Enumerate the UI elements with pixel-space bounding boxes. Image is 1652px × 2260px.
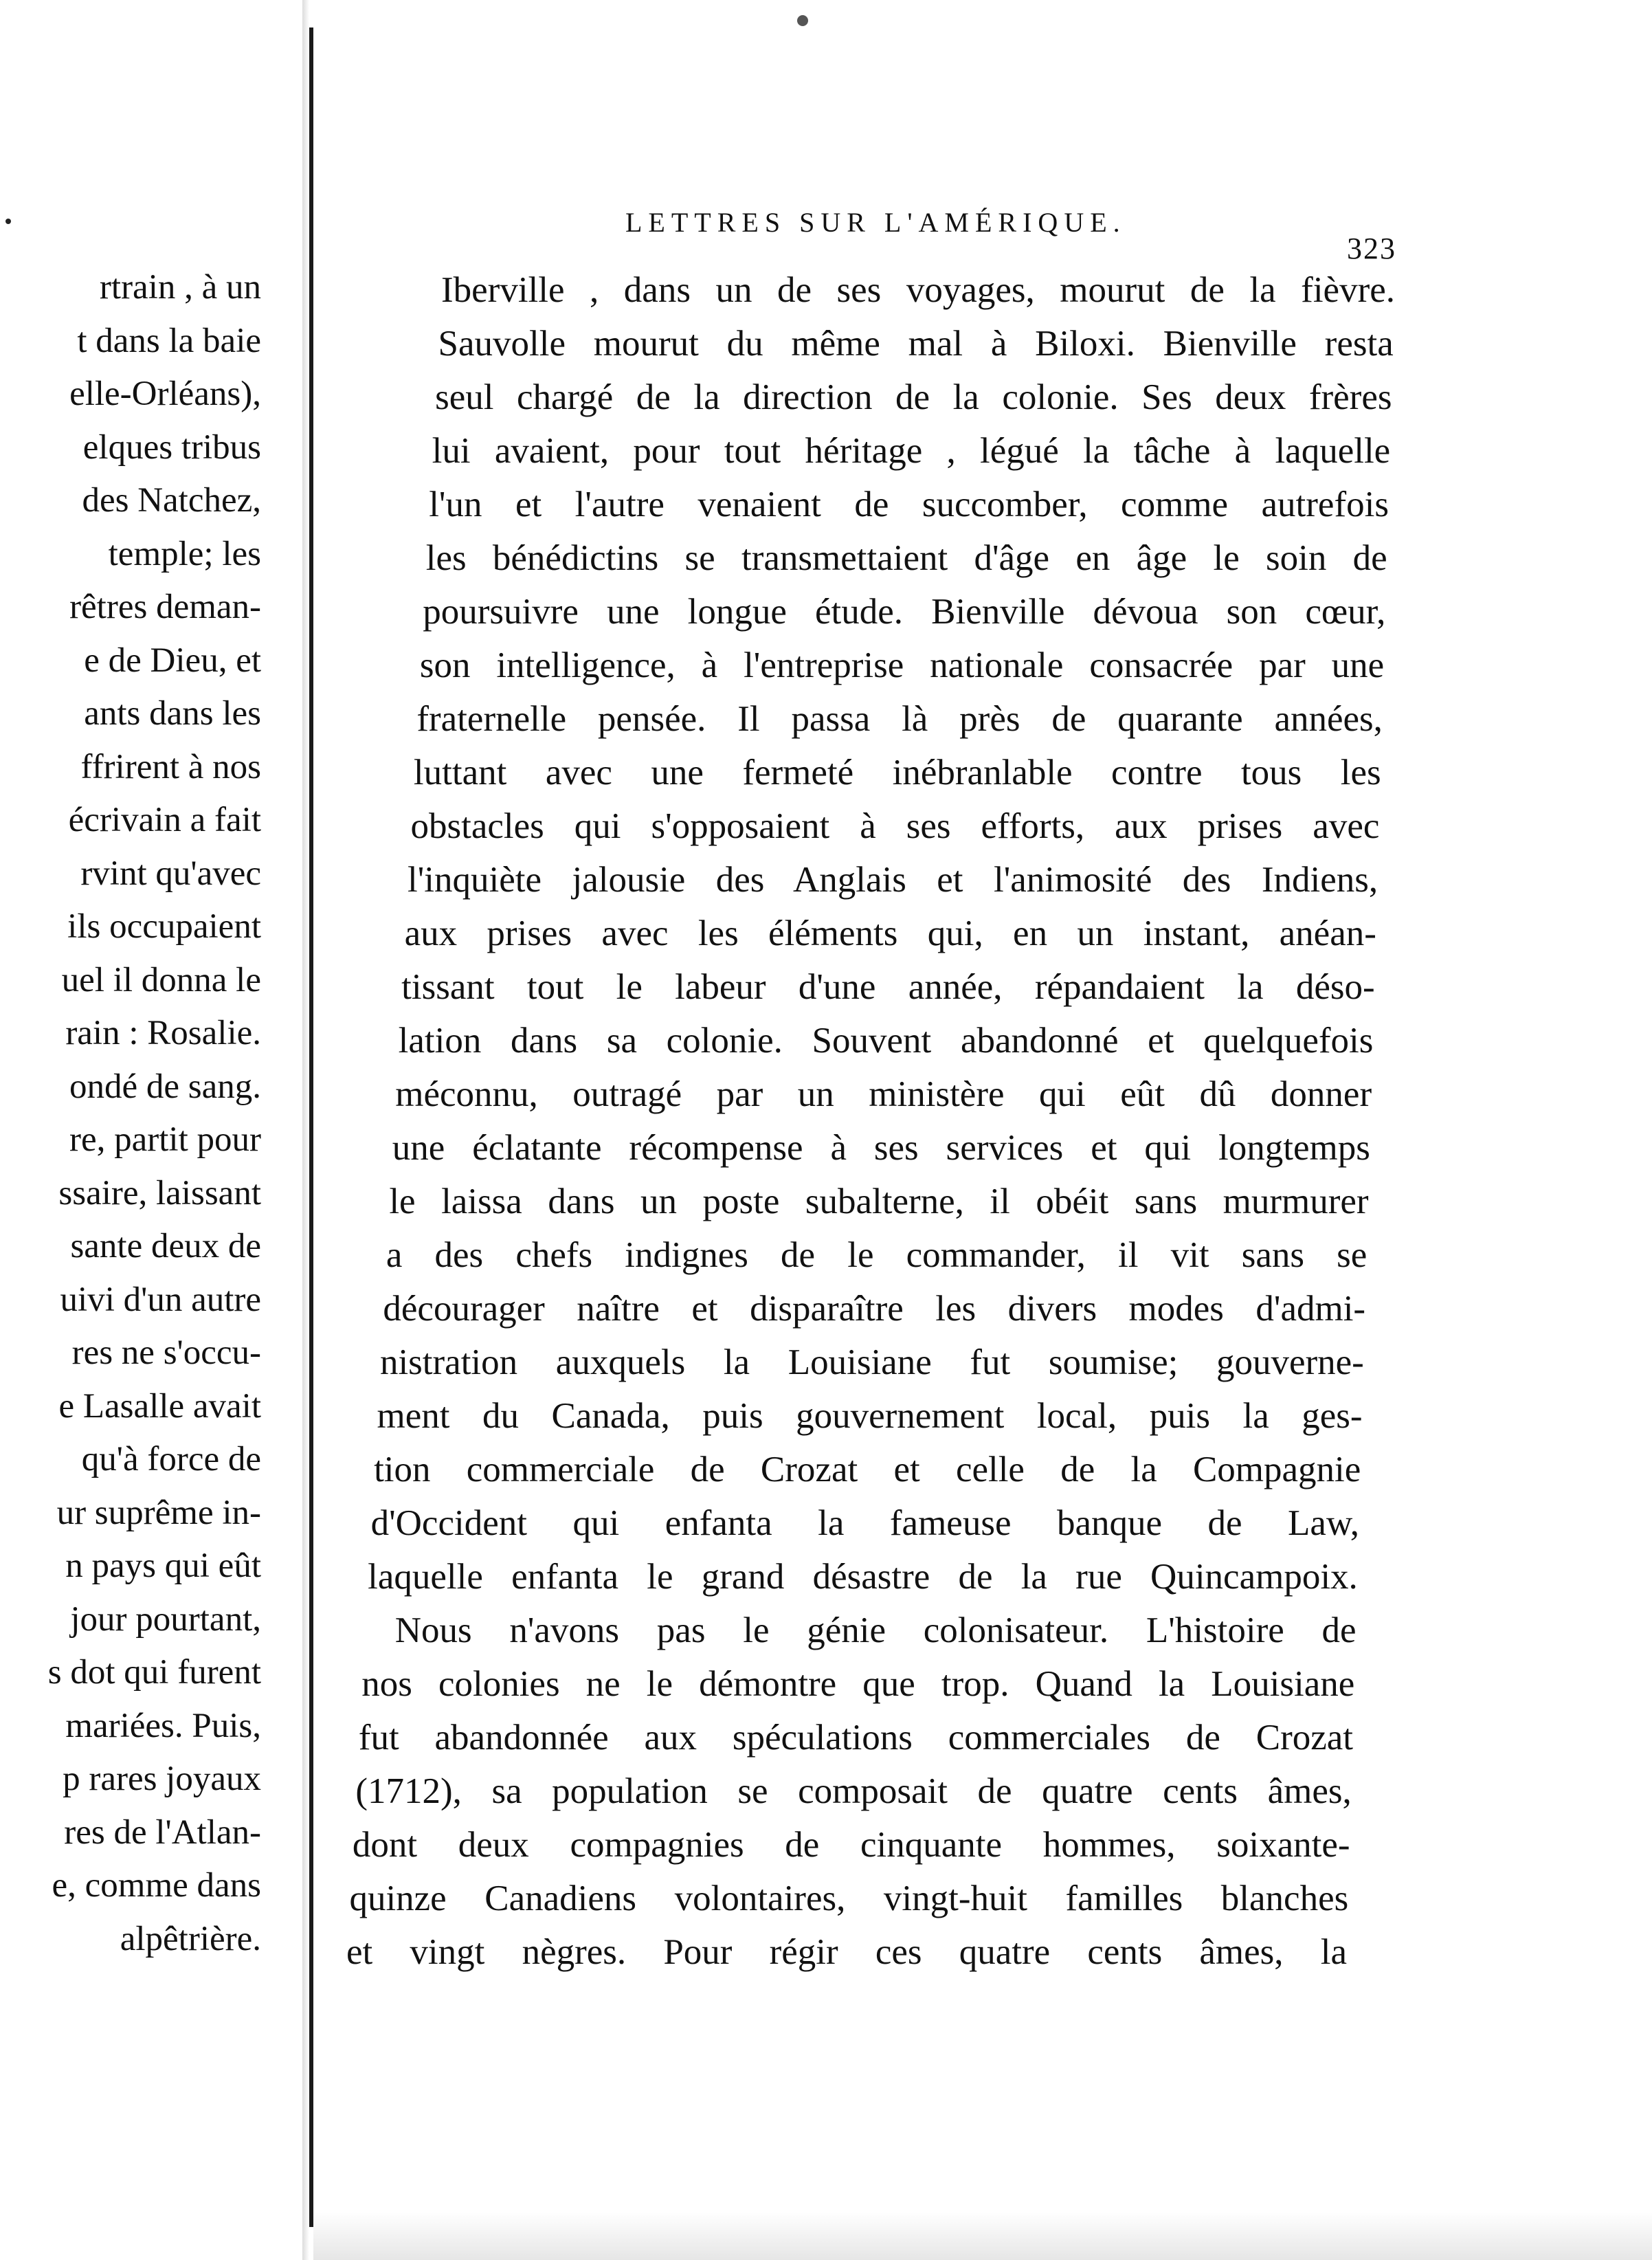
body-text-line: fut abandonnée aux spéculations commerciales de Crozat [358,1718,1354,1758]
left-text-line: ffrirent à nos [80,747,261,786]
body-text-line: luttant avec une fermeté inébranlable contre tous les [413,753,1381,793]
left-text-line: n pays qui eût [65,1547,261,1585]
gutter-binding-line [309,27,313,2227]
body-text-line: lation dans sa colonie. Souvent abandonné et quelquefois [398,1021,1374,1061]
body-text-line: dont deux compagnies de cinquante hommes, soixante- [352,1825,1350,1865]
left-text-line: s dot qui furent [47,1653,261,1692]
left-text-line: écrivain a fait [68,801,261,839]
left-text-line: uel il donna le [61,960,261,999]
left-text-line: alpêtrière. [120,1919,261,1958]
left-text-line: jour pourtant, [70,1599,261,1639]
left-text-line: e, comme dans [52,1866,261,1905]
left-text-line: temple; les [108,534,261,573]
page-number: 323 [1347,232,1396,265]
body-text-line: obstacles qui s'opposaient à ses efforts, aux prises avec [410,806,1380,846]
left-text-line: uivi d'un autre [60,1280,261,1319]
body-text-line: fraternelle pensée. Il passa là près de quarante années, [416,699,1383,739]
left-text-line: e de Dieu, et [84,641,261,680]
body-text-line: aux prises avec les éléments qui, en un instant, anéan- [404,913,1376,953]
ink-dot [5,219,11,224]
body-text-line: quinze Canadiens volontaires, vingt-huit familles blanches [349,1879,1349,1918]
body-text-line: Iberville , dans un de ses voyages, mourut de la fièvre. [441,270,1395,310]
body-text-line: et vingt nègres. Pour régir ces quatre cents âmes, la [346,1932,1347,1972]
left-page-fragment [0,0,302,2260]
body-text-line: ment du Canada, puis gouvernement local, puis la ges- [377,1396,1363,1436]
left-text-line: rtrain , à un [99,268,261,307]
body-text-line: les bénédictins se transmettaient d'âge en âge le soin de [425,538,1387,578]
page-bottom-edge [313,2212,1652,2260]
body-text-line: poursuivre une longue étude. Bienville dévoua son cœur, [423,592,1386,632]
body-text-line: seul chargé de la direction de la colonie. Ses deux frères [435,377,1392,417]
running-title: LETTRES SUR L'AMÉRIQUE. [625,207,1126,238]
left-text-line: sante deux de [70,1227,261,1265]
body-text-line: lui avaient, pour tout héritage , légué la tâche à laquelle [432,431,1391,471]
body-text-line: laquelle enfanta le grand désastre de la rue Quincampoix. [368,1557,1358,1597]
body-text-line: son intelligence, à l'entreprise nationale consacrée par une [419,645,1385,685]
body-text-line: l'inquiète jalousie des Anglais et l'animosité des Indiens, [408,860,1378,900]
left-text-line: e Lasalle avait [58,1386,261,1426]
body-text-line: a des chefs indignes de le commander, il vit sans se [386,1235,1368,1275]
left-text-line: re, partit pour [69,1120,261,1159]
left-text-line: mariées. Puis, [65,1706,261,1745]
body-text-line: tissant tout le labeur d'une année, répandaient la déso- [401,967,1375,1007]
left-text-line: rêtres deman- [69,588,261,626]
body-text-line: le laissa dans un poste subalterne, il obéit sans murmurer [389,1182,1369,1221]
body-text-line: nos colonies ne le démontre que trop. Quand la Louisiane [361,1664,1355,1704]
left-text-line: ondé de sang. [69,1067,261,1106]
body-text-line: tion commerciale de Crozat et celle de la Compagnie [374,1450,1361,1489]
left-text-line: ants dans les [84,694,261,733]
body-text-line: décourager naître et disparaître les divers modes d'admi- [383,1289,1366,1329]
left-text-line: ils occupaient [67,907,261,946]
left-text-line: qu'à force de [81,1440,261,1478]
gutter-shadow [302,0,309,2260]
body-text-line: une éclatante récompense à ses services et qui longtemps [392,1128,1370,1168]
body-text-line: méconnu, outragé par un ministère qui eût dû donner [395,1074,1372,1114]
left-text-line: des Natchez, [82,481,261,520]
left-text-line: ur suprême in- [56,1493,261,1532]
body-text-line: l'un et l'autre venaient de succomber, comme autrefois [429,485,1389,524]
left-text-line: t dans la baie [77,321,261,360]
left-text-line: elle-Orléans), [69,375,261,413]
left-text-line: res de l'Atlan- [64,1813,261,1852]
left-text-line: elques tribus [82,428,261,467]
left-text-line: rain : Rosalie. [65,1014,261,1052]
body-text-line: (1712), sa population se composait de quatre cents âmes, [355,1771,1352,1811]
left-text-line: res ne s'occu- [71,1333,261,1372]
left-page-text [48,261,261,1966]
body-text-line: d'Occident qui enfanta la fameuse banque de Law, [370,1503,1360,1543]
body-text-line: Sauvolle mourut du même mal à Biloxi. Bienville resta [438,324,1394,364]
left-text-line: rvint qu'avec [80,854,261,893]
body-text-line: Nous n'avons pas le génie colonisateur. L'histoire de [394,1610,1357,1650]
left-text-line: ssaire, laissant [58,1173,261,1212]
main-page [323,0,1652,2260]
body-text-line: nistration auxquels la Louisiane fut soumise; gouverne- [379,1342,1364,1382]
left-text-line: p rares joyaux [63,1760,261,1798]
